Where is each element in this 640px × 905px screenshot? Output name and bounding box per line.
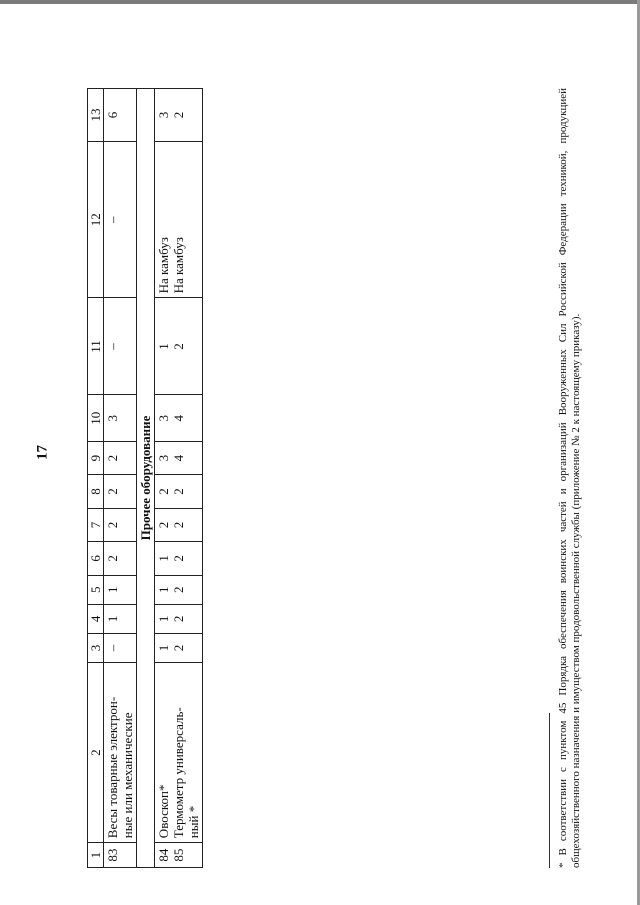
row-number: 83	[104, 843, 137, 868]
table-cell: 1 2	[155, 575, 203, 604]
table-cell: 1 2	[155, 542, 203, 575]
top-border-rule	[0, 0, 640, 4]
item-name-line: ные или механические	[120, 712, 135, 839]
header-cell: 11	[88, 298, 104, 395]
table-cell: 1	[104, 604, 137, 633]
header-cell: 2	[88, 663, 104, 843]
section-header-row	[137, 89, 155, 868]
page-number: 17	[34, 445, 51, 460]
table-cell: 2	[104, 441, 137, 474]
table-cell: 6	[104, 89, 137, 142]
header-cell: 7	[88, 508, 104, 541]
section-title: Прочее оборудование	[137, 89, 155, 868]
table-cell: –	[104, 298, 137, 395]
table-cell: 3	[104, 395, 137, 441]
header-cell: 9	[88, 441, 104, 474]
table-cell: 1 2	[155, 604, 203, 633]
table-cell: 3 4	[155, 395, 203, 441]
row-number	[155, 843, 203, 868]
header-cell: 4	[88, 604, 104, 633]
table-cell: 1	[104, 575, 137, 604]
equipment-table	[87, 88, 203, 868]
rotated-page-content	[87, 88, 587, 868]
header-cell: 13	[88, 89, 104, 142]
header-cell: 12	[88, 141, 104, 297]
header-cell: 6	[88, 542, 104, 575]
table-cell: 2	[104, 475, 137, 508]
table-cell: 3 4	[155, 441, 203, 474]
item-name-line: ный *	[186, 805, 201, 839]
header-cell: 5	[88, 575, 104, 604]
table-cell: 1 2	[155, 633, 203, 662]
table-cell: 2 2	[155, 508, 203, 541]
table-cell: 2 2	[155, 475, 203, 508]
table-cell: –	[104, 633, 137, 662]
header-cell: 8	[88, 475, 104, 508]
table-cell: 1 2	[155, 298, 203, 395]
table-cell: –	[104, 141, 137, 297]
header-cell: 10	[88, 395, 104, 441]
footnote: * В соответствии с пунктом 45 Порядка обеспечения воинских частей и организаций Вооруженных Сил Российской Федерации техникой, продукцией общехозяйственного назначения и имуществом продовольственной службы (приложение № 2 к настоящему приказу).	[557, 88, 582, 868]
row-number-85: 85	[171, 848, 186, 862]
item-name-line: Овоскоп*	[156, 784, 171, 839]
item-name-line: Термометр универсаль-	[171, 707, 186, 839]
table-header-row	[88, 89, 104, 868]
header-cell: 1	[88, 843, 104, 868]
table-row	[104, 89, 137, 868]
table-cell: На камбуз На камбуз	[155, 141, 203, 297]
row-number-84: 84	[156, 848, 171, 862]
table-row	[155, 89, 203, 868]
item-name-line: Весы товарные электрон-	[105, 696, 120, 839]
item-name	[155, 663, 203, 843]
table-cell: 2	[104, 508, 137, 541]
table-cell: 2	[104, 542, 137, 575]
table-cell: 3 2	[155, 89, 203, 142]
item-name	[104, 663, 137, 843]
header-cell: 3	[88, 633, 104, 662]
footnote-divider	[549, 713, 550, 868]
